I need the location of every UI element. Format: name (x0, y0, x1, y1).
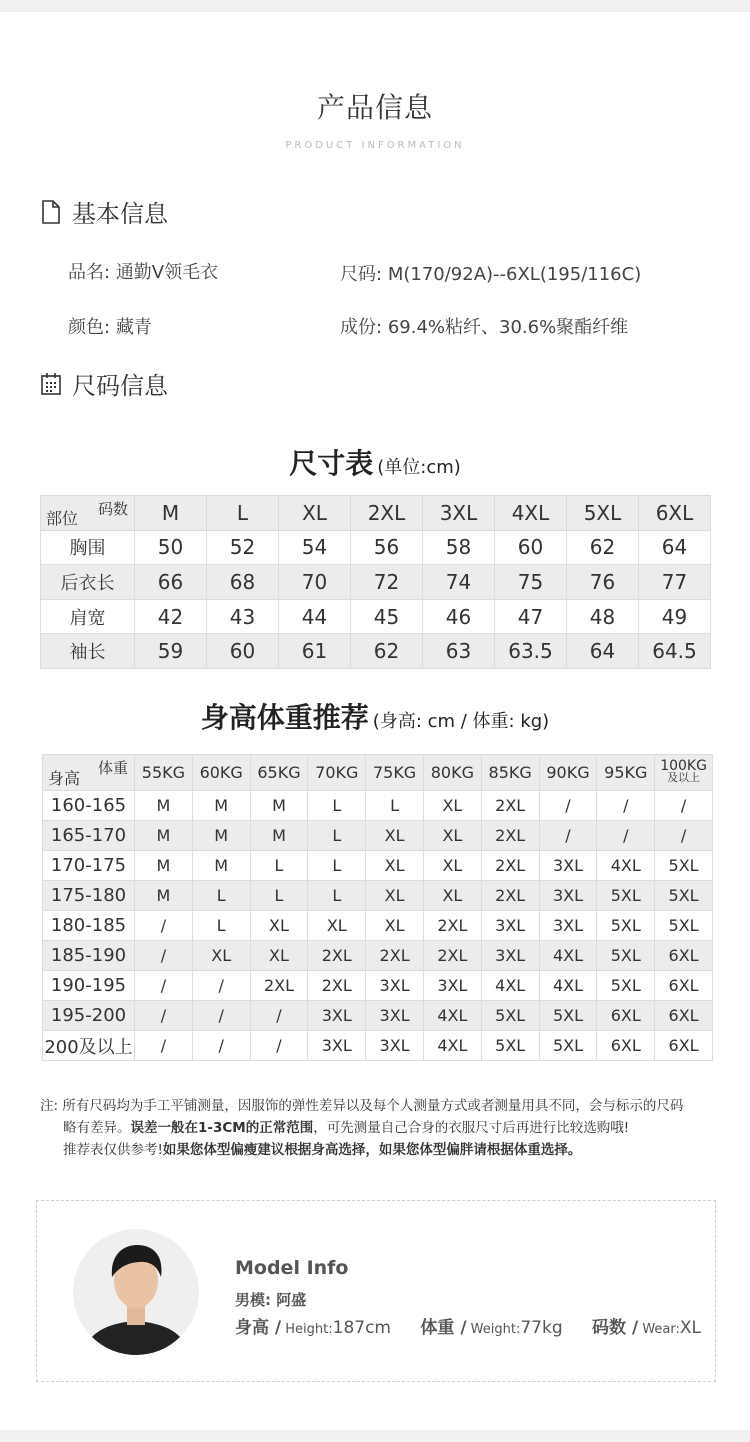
table-row (43, 851, 713, 881)
table-cell: / (597, 821, 655, 851)
size-table-unit: (单位:cm) (377, 457, 461, 478)
row-label-cell: 170-175 (43, 851, 135, 881)
rec-table-header-row (43, 755, 713, 791)
note-line-2c: ，可先测量自己合身的衣服尺寸后再进行比较选购哦! (313, 1120, 630, 1136)
table-cell: 70 (279, 565, 351, 600)
size-header-cell: 2XL (351, 496, 423, 531)
table-cell: 5XL (539, 1001, 597, 1031)
size-header-cell: 3XL (423, 496, 495, 531)
weight-header-cell: 80KG (423, 755, 481, 791)
table-cell: 56 (351, 530, 423, 565)
table-cell: 6XL (655, 1001, 713, 1031)
size-note (40, 1095, 720, 1161)
table-cell: / (135, 941, 193, 971)
table-cell: 2XL (308, 941, 366, 971)
table-cell: XL (250, 911, 308, 941)
table-cell: 4XL (481, 971, 539, 1001)
product-color-label: 颜色: (68, 317, 111, 338)
table-cell: 6XL (597, 1031, 655, 1061)
table-cell: 5XL (655, 911, 713, 941)
document-icon (40, 200, 62, 224)
model-stats (235, 1313, 725, 1338)
weight-header-cell: 90KG (539, 755, 597, 791)
weight-header-cell: 55KG (135, 755, 193, 791)
table-cell: / (192, 971, 250, 1001)
bottom-band (0, 1430, 750, 1442)
table-cell: M (250, 821, 308, 851)
row-label-cell: 175-180 (43, 881, 135, 911)
table-cell: 3XL (481, 911, 539, 941)
product-color-value: 藏青 (115, 317, 152, 338)
table-cell: / (539, 821, 597, 851)
table-cell: 4XL (539, 971, 597, 1001)
table-cell: 74 (423, 565, 495, 600)
table-cell: 62 (567, 530, 639, 565)
model-info-card (36, 1200, 716, 1382)
product-name (68, 258, 218, 284)
table-cell: 3XL (308, 1001, 366, 1031)
table-cell: / (250, 1031, 308, 1061)
table-cell: / (655, 821, 713, 851)
table-cell: 3XL (539, 881, 597, 911)
table-cell: 47 (495, 599, 567, 634)
table-cell: 5XL (597, 971, 655, 1001)
row-label-cell: 160-165 (43, 791, 135, 821)
table-cell: 46 (423, 599, 495, 634)
table-cell: 72 (351, 565, 423, 600)
model-height-label-en: Height: (281, 1322, 333, 1337)
table-cell: 3XL (366, 971, 424, 1001)
table-row (43, 791, 713, 821)
model-wear-label-en: Wear: (638, 1322, 680, 1337)
table-cell: 49 (639, 599, 711, 634)
table-cell: 45 (351, 599, 423, 634)
note-line-1: 注: 所有尺码均为手工平铺测量，因服饰的弹性差异以及每个人测量方式或者测量用具不同，会与标示的尺码 (40, 1098, 684, 1114)
table-cell: 2XL (481, 791, 539, 821)
row-label-cell: 185-190 (43, 941, 135, 971)
table-cell: / (539, 791, 597, 821)
table-cell: 48 (567, 599, 639, 634)
table-cell: 3XL (366, 1001, 424, 1031)
row-label-cell: 165-170 (43, 821, 135, 851)
table-cell: / (135, 1031, 193, 1061)
table-row (41, 565, 711, 600)
recommendation-table (42, 754, 713, 1061)
table-row (43, 881, 713, 911)
table-cell: 5XL (655, 881, 713, 911)
row-label-cell: 180-185 (43, 911, 135, 941)
table-cell: 42 (135, 599, 207, 634)
weight-header-cell: 95KG (597, 755, 655, 791)
table-cell: 77 (639, 565, 711, 600)
page-subtitle: PRODUCT INFORMATION (285, 140, 465, 151)
size-table (40, 495, 711, 669)
table-cell: M (192, 791, 250, 821)
table-cell: L (308, 791, 366, 821)
size-table-title-text: 尺寸表 (289, 447, 374, 480)
table-cell: 4XL (423, 1001, 481, 1031)
table-cell: 3XL (308, 1031, 366, 1061)
row-label-cell: 袖长 (41, 634, 135, 669)
table-cell: 5XL (597, 941, 655, 971)
table-cell: 2XL (423, 911, 481, 941)
weight-100-sub: 及以上 (667, 771, 701, 784)
rec-table-corner-cell (43, 755, 135, 791)
model-weight-value: 77kg (520, 1318, 563, 1338)
table-cell: 75 (495, 565, 567, 600)
weight-header-cell: 75KG (366, 755, 424, 791)
size-table-title (0, 442, 750, 482)
table-cell: 54 (279, 530, 351, 565)
table-cell: 64.5 (639, 634, 711, 669)
row-label-cell: 后衣长 (41, 565, 135, 600)
table-row (41, 530, 711, 565)
rec-table-title-text: 身高体重推荐 (200, 701, 369, 734)
table-cell: 2XL (481, 821, 539, 851)
table-cell: 64 (639, 530, 711, 565)
table-cell: L (308, 881, 366, 911)
model-wear (592, 1313, 701, 1338)
table-cell: 66 (135, 565, 207, 600)
table-cell: / (135, 911, 193, 941)
model-name: 男模: 阿盛 (235, 1291, 307, 1309)
table-cell: 4XL (539, 941, 597, 971)
table-cell: L (192, 911, 250, 941)
product-color (68, 313, 152, 339)
model-weight-label-en: Weight: (466, 1322, 521, 1337)
size-header-cell: 6XL (639, 496, 711, 531)
calendar-icon (40, 372, 62, 396)
table-cell: / (135, 971, 193, 1001)
table-cell: 63 (423, 634, 495, 669)
table-cell: L (192, 881, 250, 911)
weight-100-value: 100KG (660, 758, 707, 774)
table-row (43, 911, 713, 941)
product-size-value: M(170/92A)--6XL(195/116C) (387, 264, 642, 285)
table-cell: 60 (495, 530, 567, 565)
table-cell: 5XL (481, 1001, 539, 1031)
table-cell: 62 (351, 634, 423, 669)
table-cell: 3XL (366, 1031, 424, 1061)
size-table-corner-top: 码数 (97, 500, 128, 518)
product-composition-label: 成份: (340, 317, 383, 338)
table-cell: 2XL (481, 851, 539, 881)
product-size-label: 尺码: (340, 264, 383, 285)
note-line-3a: 推荐表仅供参考! (63, 1142, 163, 1158)
table-row (43, 941, 713, 971)
table-cell: XL (423, 821, 481, 851)
table-cell: 50 (135, 530, 207, 565)
table-cell: XL (423, 881, 481, 911)
note-line-2 (40, 1117, 720, 1139)
product-composition-value: 69.4%粘纤、30.6%聚酯纤维 (387, 317, 629, 338)
model-height (235, 1313, 391, 1338)
note-line-3 (40, 1139, 720, 1161)
table-cell: 61 (279, 634, 351, 669)
row-label-cell: 190-195 (43, 971, 135, 1001)
table-cell: 2XL (366, 941, 424, 971)
table-cell: 60 (207, 634, 279, 669)
weight-header-cell: 85KG (481, 755, 539, 791)
table-cell: 5XL (481, 1031, 539, 1061)
table-cell: M (135, 791, 193, 821)
table-cell: / (135, 1001, 193, 1031)
row-label-cell: 200及以上 (43, 1031, 135, 1061)
table-cell: XL (366, 851, 424, 881)
table-row (43, 821, 713, 851)
weight-100-label (660, 760, 707, 784)
size-info-heading-text: 尺码信息 (72, 372, 168, 400)
product-name-value: 通勤V领毛衣 (115, 262, 219, 283)
table-cell: XL (366, 881, 424, 911)
table-cell: 5XL (597, 911, 655, 941)
table-cell: M (192, 821, 250, 851)
table-cell: M (250, 791, 308, 821)
table-cell: 3XL (423, 971, 481, 1001)
size-header-cell: 5XL (567, 496, 639, 531)
weight-header-cell: 60KG (192, 755, 250, 791)
table-cell: M (135, 851, 193, 881)
size-header-cell: 4XL (495, 496, 567, 531)
table-cell: 44 (279, 599, 351, 634)
basic-info-heading (40, 194, 168, 229)
table-cell: 6XL (597, 1001, 655, 1031)
note-line-3b: 如果您体型偏瘦建议根据身高选择，如果您体型偏胖请根据体重选择。 (162, 1142, 582, 1158)
basic-info-heading-text: 基本信息 (72, 200, 168, 228)
table-cell: 64 (567, 634, 639, 669)
table-cell: L (308, 821, 366, 851)
table-cell: 4XL (423, 1031, 481, 1061)
table-row (43, 1031, 713, 1061)
rec-table-title (0, 696, 750, 736)
row-label-cell: 肩宽 (41, 599, 135, 634)
table-cell: / (192, 1001, 250, 1031)
model-height-value: 187cm (332, 1318, 391, 1338)
model-weight-label-cn: 体重 / (420, 1318, 467, 1338)
table-cell: 5XL (539, 1031, 597, 1061)
table-cell: 5XL (597, 881, 655, 911)
table-cell: XL (423, 851, 481, 881)
table-cell: XL (423, 791, 481, 821)
table-cell: / (192, 1031, 250, 1061)
table-cell: 2XL (423, 941, 481, 971)
table-cell: L (250, 851, 308, 881)
row-label-cell: 195-200 (43, 1001, 135, 1031)
table-cell: / (597, 791, 655, 821)
weight-header-cell (655, 755, 713, 791)
weight-header-cell: 65KG (250, 755, 308, 791)
table-cell: L (308, 851, 366, 881)
page-title: 产品信息 (316, 91, 433, 124)
size-header-cell: M (135, 496, 207, 531)
size-table-corner-bottom: 部位 (46, 508, 79, 528)
model-portrait-icon (73, 1229, 199, 1355)
note-line-2b: 误差一般在1-3CM的正常范围 (130, 1120, 314, 1136)
table-cell: 4XL (597, 851, 655, 881)
table-cell: 43 (207, 599, 279, 634)
size-info-heading (40, 366, 168, 401)
size-table-corner-cell (41, 496, 135, 531)
table-cell: M (135, 881, 193, 911)
table-cell: / (250, 1001, 308, 1031)
table-cell: 3XL (481, 941, 539, 971)
model-info-title: Model Info (235, 1257, 349, 1279)
table-cell: XL (366, 911, 424, 941)
table-cell: 58 (423, 530, 495, 565)
table-cell: 3XL (539, 911, 597, 941)
table-cell: 76 (567, 565, 639, 600)
table-cell: M (135, 821, 193, 851)
product-composition (340, 313, 628, 339)
table-cell: 68 (207, 565, 279, 600)
rec-table-corner-top: 体重 (97, 759, 128, 777)
model-wear-label-cn: 码数 / (592, 1318, 639, 1338)
size-header-cell: XL (279, 496, 351, 531)
table-cell: XL (250, 941, 308, 971)
note-line-2a: 略有差异。 (63, 1120, 131, 1136)
table-cell: 2XL (308, 971, 366, 1001)
size-header-cell: L (207, 496, 279, 531)
table-cell: M (192, 851, 250, 881)
row-label-cell: 胸围 (41, 530, 135, 565)
table-cell: XL (308, 911, 366, 941)
table-cell: 63.5 (495, 634, 567, 669)
table-cell: 59 (135, 634, 207, 669)
rec-table-unit: (身高: cm / 体重: kg) (372, 711, 550, 732)
model-wear-value: XL (679, 1318, 701, 1338)
model-weight (420, 1313, 562, 1338)
table-cell: 6XL (655, 1031, 713, 1061)
table-cell: XL (192, 941, 250, 971)
table-cell: XL (366, 821, 424, 851)
table-cell: 3XL (539, 851, 597, 881)
table-cell: 52 (207, 530, 279, 565)
table-cell: 2XL (481, 881, 539, 911)
model-height-label-cn: 身高 / (235, 1318, 282, 1338)
table-row (41, 634, 711, 669)
weight-header-cell: 70KG (308, 755, 366, 791)
size-table-header-row (41, 496, 711, 531)
table-cell: L (366, 791, 424, 821)
rec-table-corner-bottom: 身高 (48, 769, 81, 788)
top-band (0, 0, 750, 12)
product-size (340, 260, 641, 286)
table-cell: 6XL (655, 941, 713, 971)
table-row (43, 971, 713, 1001)
table-cell: 6XL (655, 971, 713, 1001)
table-cell: 2XL (250, 971, 308, 1001)
table-row (43, 1001, 713, 1031)
model-avatar (73, 1229, 199, 1355)
table-cell: / (655, 791, 713, 821)
table-row (41, 599, 711, 634)
product-name-label: 品名: (68, 262, 111, 283)
table-cell: 5XL (655, 851, 713, 881)
table-cell: L (250, 881, 308, 911)
